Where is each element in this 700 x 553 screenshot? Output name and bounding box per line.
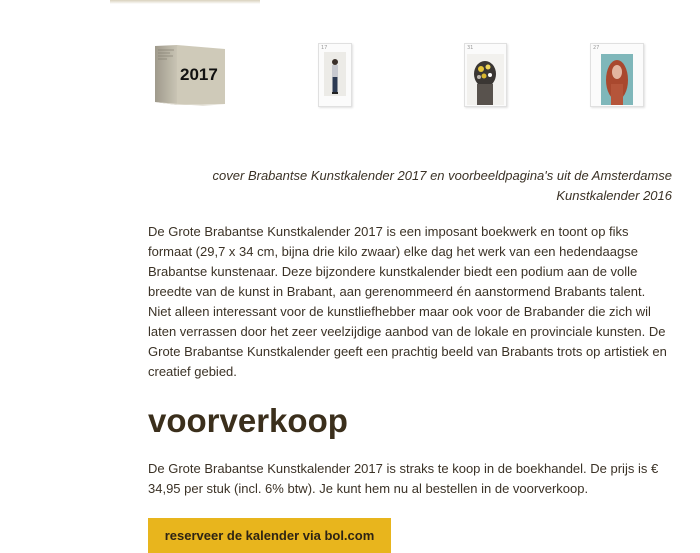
page-number: 17 — [321, 45, 328, 51]
reserve-calendar-button[interactable]: reserveer de kalender via bol.com — [148, 518, 391, 553]
top-shadow — [110, 0, 260, 4]
intro-paragraph — [148, 222, 680, 382]
book-cover-graphic — [155, 44, 225, 106]
caption-line: Kunstkalender 2016 — [556, 188, 672, 203]
standing-figure-image — [319, 44, 351, 106]
presale-line: 34,95 per stuk (incl. 6% btw). Je kunt hem nu al bestellen in de voorverkoop. — [148, 481, 589, 496]
gallery-caption — [172, 166, 672, 206]
intro-line: laten verrassen door het zeer veelzijdige aanbod van de lokale en provinciale kunsten. De — [148, 324, 666, 339]
page-number: 27 — [593, 45, 600, 51]
intro-line: Niet alleen interessant voor de kunstliefhebber maar ook voor de Brabander die zich wil — [148, 304, 651, 319]
page-number: 31 — [467, 45, 474, 51]
intro-line: De Grote Brabantse Kunstkalender 2017 is een imposant boekwerk en toont op fiks — [148, 224, 629, 239]
intro-line: breedte van de kunst in Brabant, aan gerenommeerd én aanstormend Brabants talent. — [148, 284, 646, 299]
intro-line: creatief gebied. — [148, 364, 237, 379]
calendar-book-cover-image[interactable] — [155, 44, 225, 106]
section-title: voorverkoop — [148, 402, 348, 439]
intro-line: formaat (29,7 x 34 cm, bijna drie kilo zwaar) elke dag het werk van een hedendaagse — [148, 244, 638, 259]
red-hair-portrait-image — [591, 44, 643, 106]
presale-paragraph — [148, 459, 680, 499]
flower-face-portrait-image — [465, 44, 506, 106]
calendar-page-thumb-2[interactable] — [464, 43, 507, 107]
presale-line: De Grote Brabantse Kunstkalender 2017 is straks te koop in de boekhandel. De prijs is € — [148, 461, 659, 476]
book-year-text: 2017 — [180, 65, 218, 84]
calendar-page-thumb-3[interactable] — [590, 43, 644, 107]
caption-line: cover Brabantse Kunstkalender 2017 en voorbeeldpagina's uit de Amsterdamse — [212, 168, 672, 183]
calendar-page-thumb-1[interactable] — [318, 43, 352, 107]
intro-line: Brabantse kunstenaar. Deze bijzondere kunstkalender biedt een podium aan de volle — [148, 264, 638, 279]
intro-line: Grote Brabantse Kunstkalender geeft een prachtig beeld van Brabants trots op artistiek en — [148, 344, 667, 359]
